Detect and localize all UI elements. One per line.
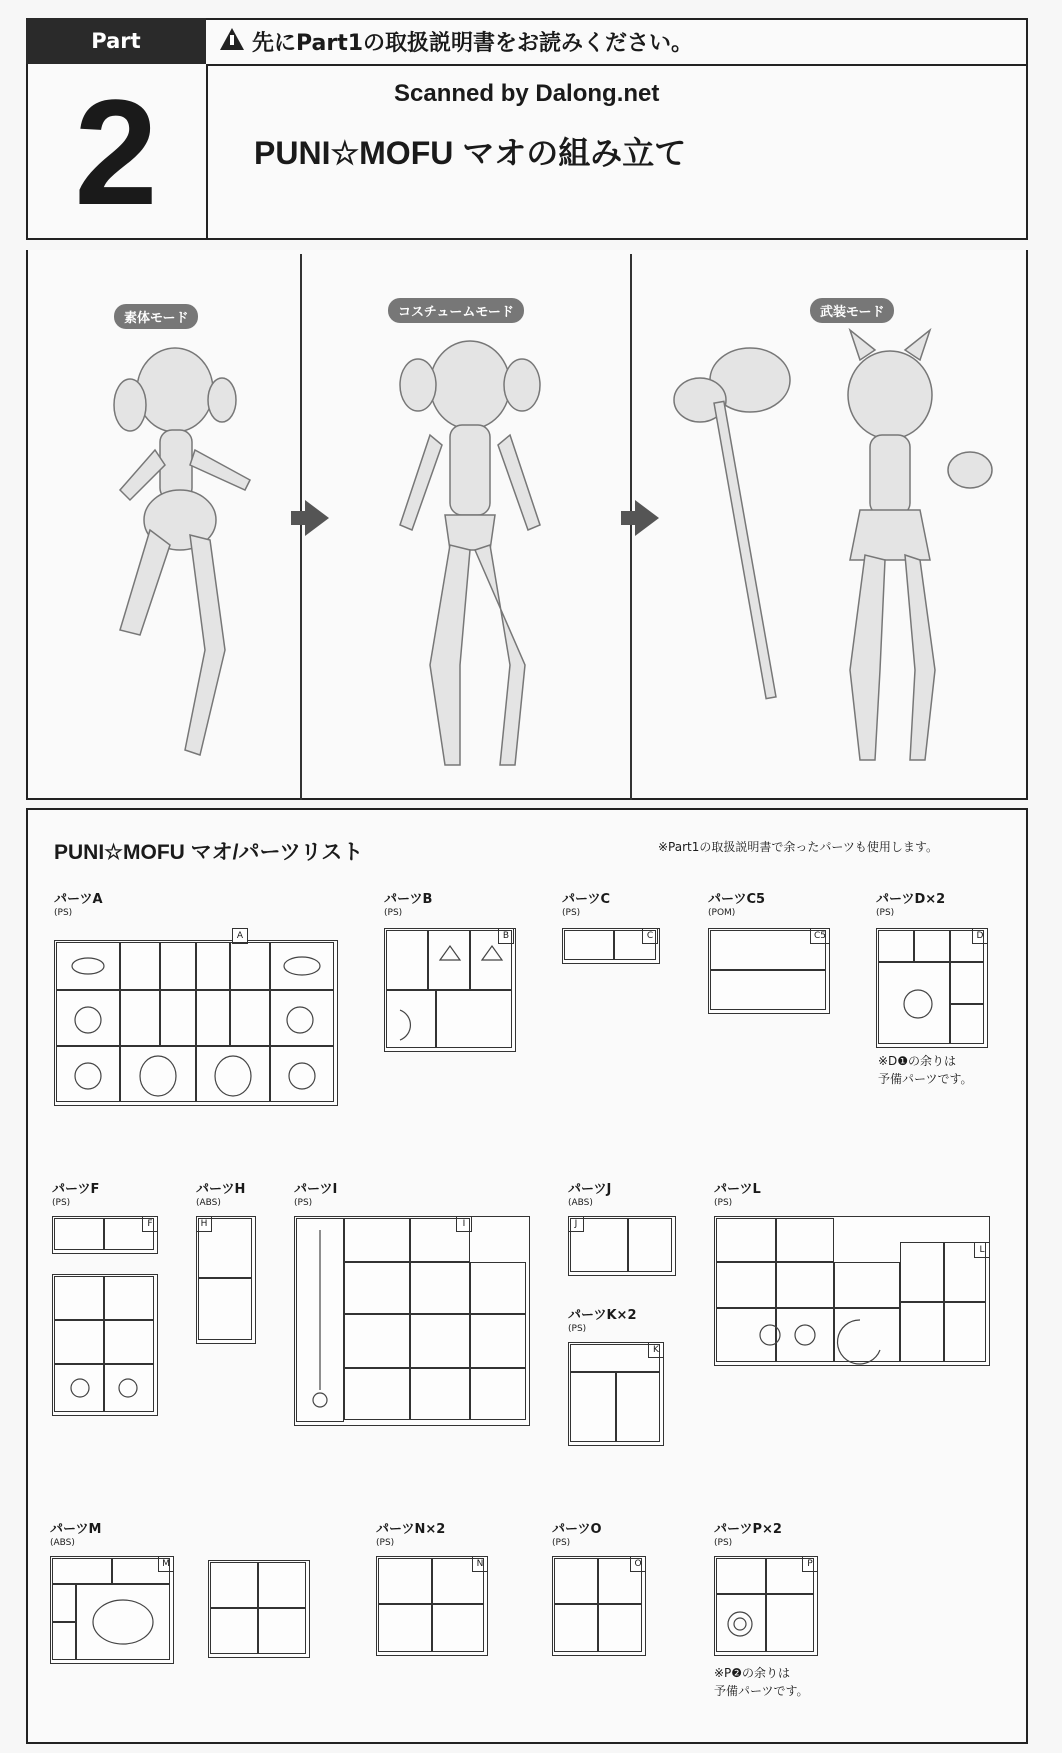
runner-tag-o: O [630,1556,646,1572]
runner-label-n: パーツN×2 (PS) [376,1522,446,1548]
notice-text: 先にPart1の取扱説明書をお読みください。 [252,30,694,56]
runner-tag-b: B [498,928,514,944]
runner-tag-j: J [568,1216,584,1232]
part-number: 2 [26,64,208,240]
runner-label-j: パーツJ (ABS) [568,1182,612,1208]
runner-d-note: ※D❶の余りは 予備パーツです。 [878,1054,973,1086]
page-title: PUNI☆MOFU マオの組み立て [254,135,687,171]
mode-badge-armed: 武装モード [810,298,894,323]
runner-label-l: パーツL (PS) [714,1182,761,1208]
parts-list-note: ※Part1の取扱説明書で余ったパーツも使用します。 [658,840,938,854]
runner-tag-p: P [802,1556,818,1572]
runner-tag-f: F [142,1216,158,1232]
runner-tag-c5: C5 [810,928,830,944]
runner-tag-l: L [974,1242,990,1258]
runner-label-c5: パーツC5 (POM) [708,892,766,918]
runner-tag-h: H [196,1216,212,1232]
runner-p-note: ※P❷の余りは 予備パーツです。 [714,1666,809,1698]
part-label: Part [26,18,206,64]
runner-label-f: パーツF (PS) [52,1182,100,1208]
parts-list-heading: PUNI☆MOFU マオ/パーツリスト [54,841,364,864]
runner-label-c: パーツC (PS) [562,892,611,918]
runner-label-a: パーツA (PS) [54,892,103,918]
runner-tag-c: C [642,928,658,944]
runner-label-k: パーツK×2 (PS) [568,1308,637,1334]
runner-label-d: パーツD×2 (PS) [876,892,946,918]
runner-label-m: パーツM (ABS) [50,1522,102,1548]
runner-tag-i: I [456,1216,472,1232]
runner-label-p: パーツP×2 (PS) [714,1522,782,1548]
runner-tag-k: K [648,1342,664,1358]
mode-badge-costume: コスチュームモード [388,298,524,323]
runner-tag-a: A [232,928,248,944]
runner-tag-m: M [158,1556,174,1572]
runner-label-o: パーツO (PS) [552,1522,602,1548]
runner-tag-d: D [972,928,988,944]
runner-label-b: パーツB (PS) [384,892,433,918]
scan-credit: Scanned by Dalong.net [394,80,660,107]
runner-tag-n: N [472,1556,488,1572]
mode-badge-base: 素体モード [114,304,198,329]
runner-label-h: パーツH (ABS) [196,1182,246,1208]
runner-label-i: パーツI (PS) [294,1182,338,1208]
